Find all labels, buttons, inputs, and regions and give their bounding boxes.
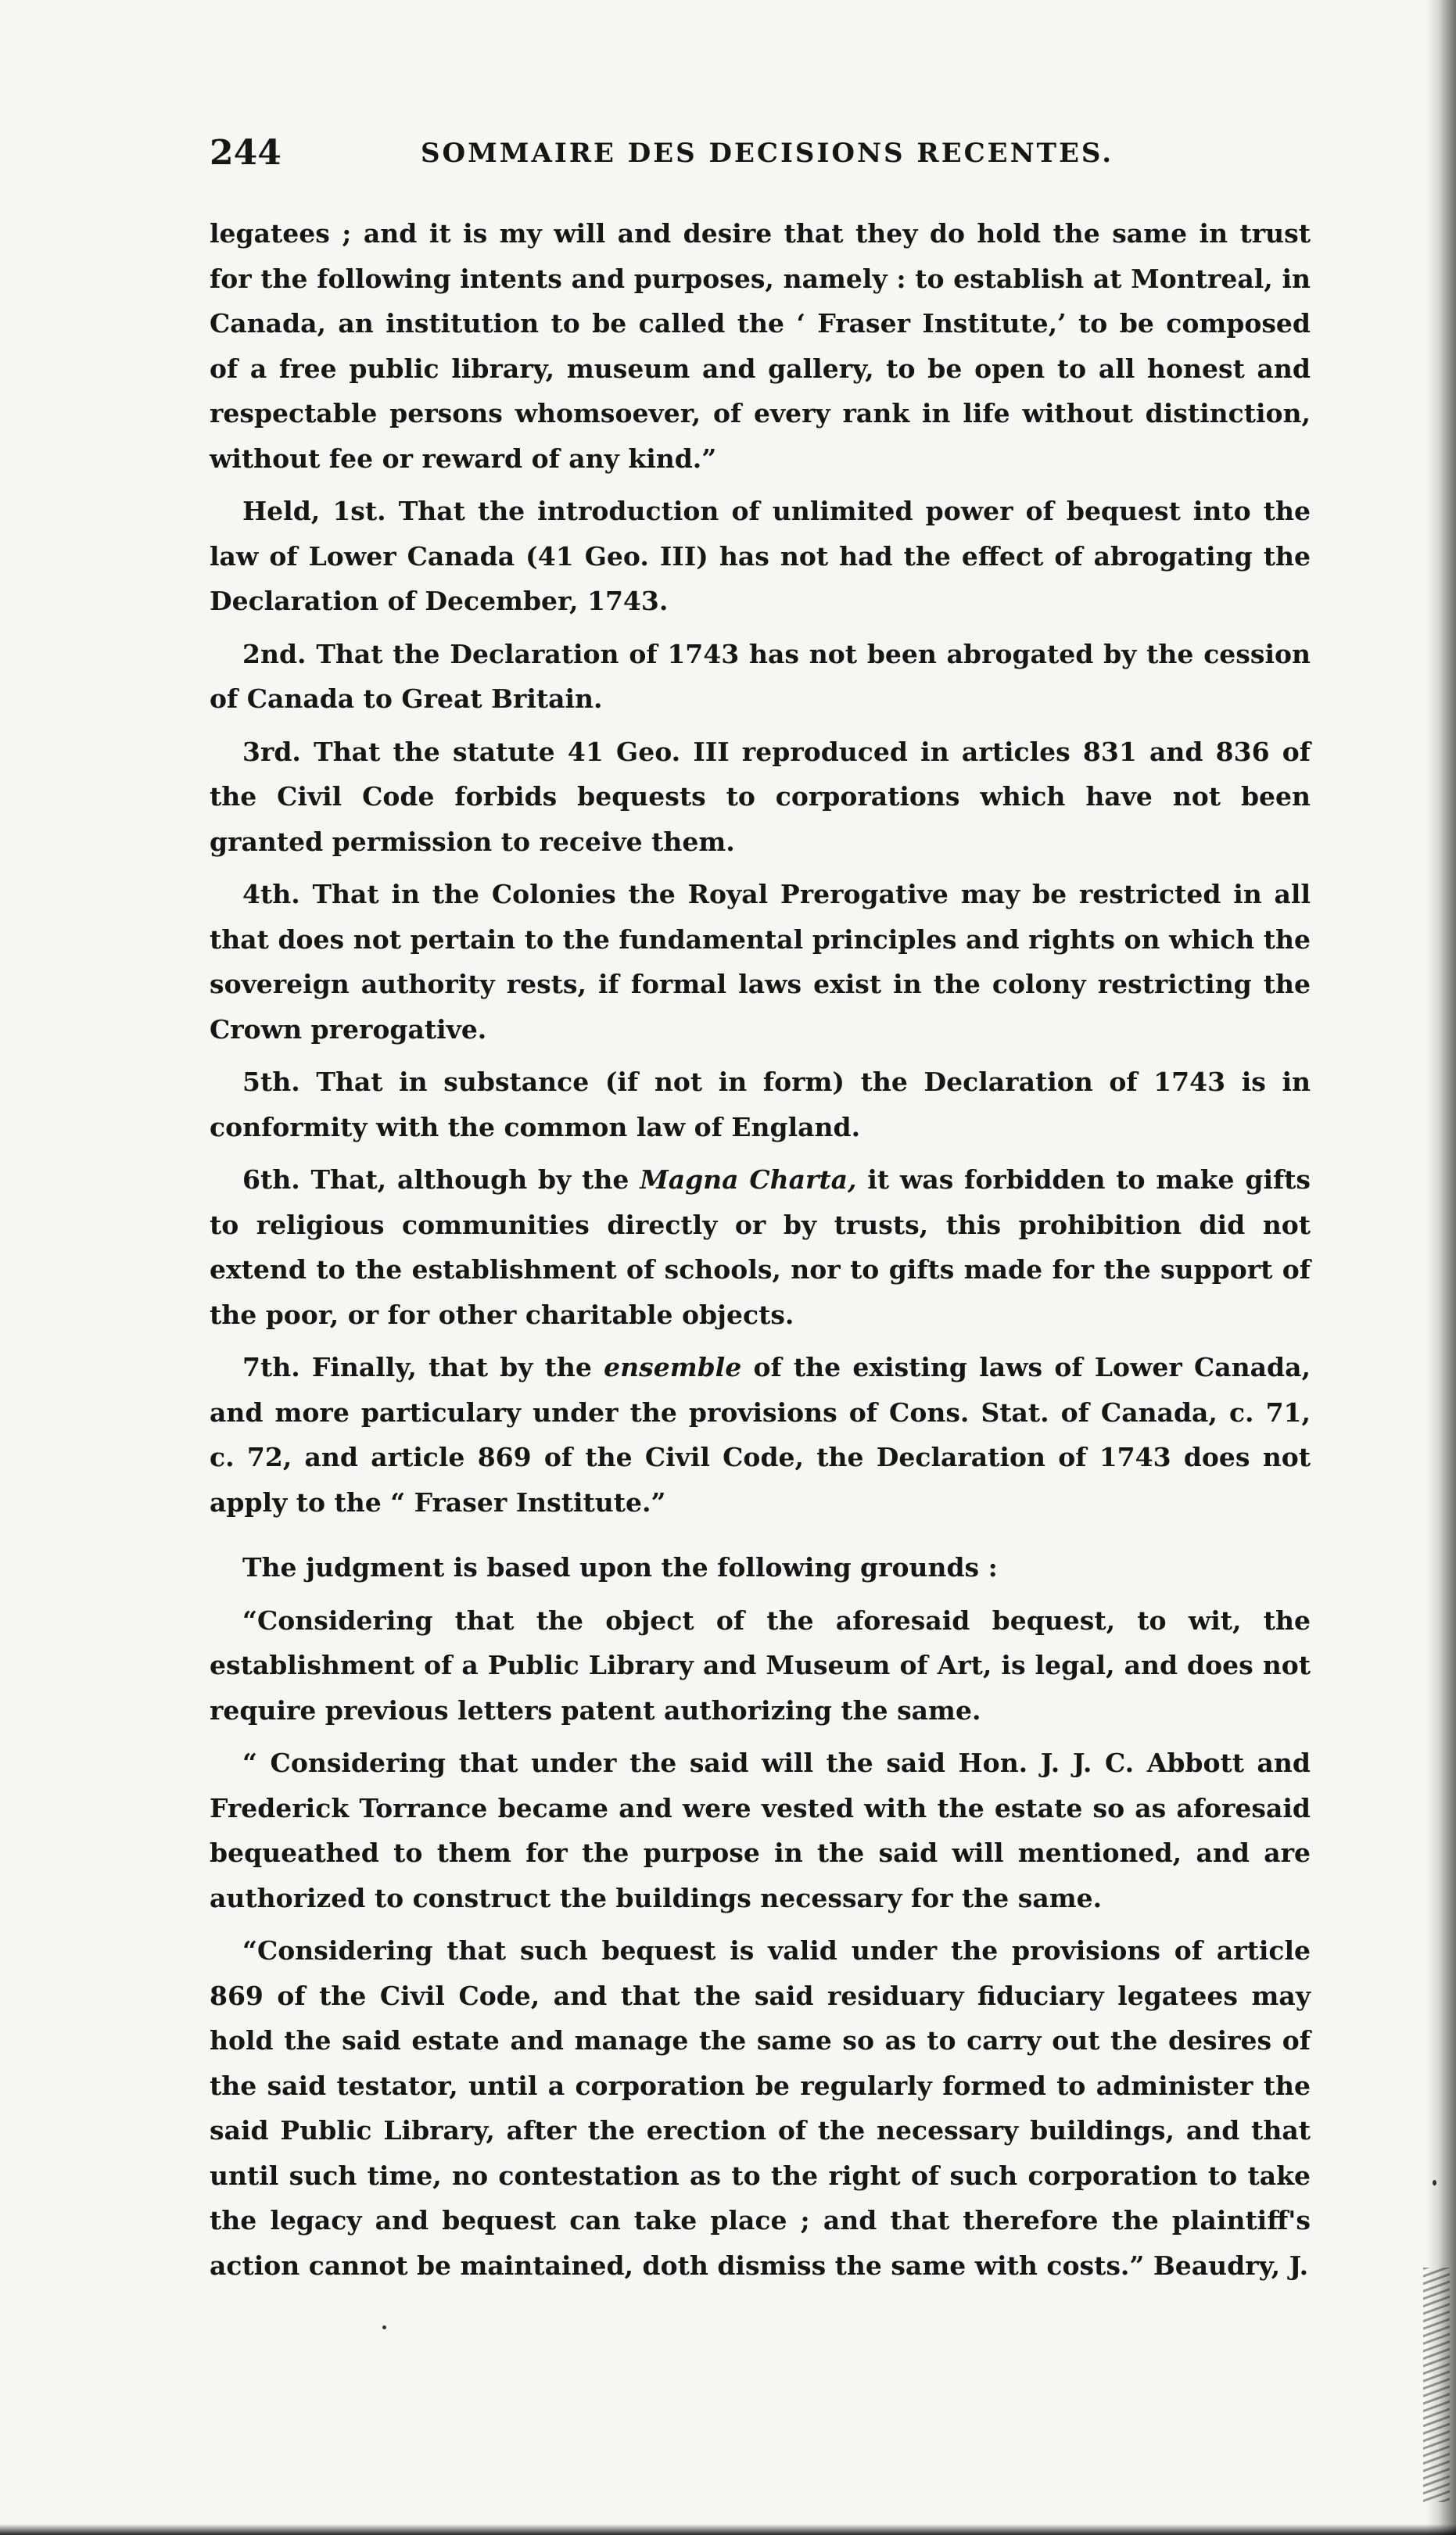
page-edge-shadow (1426, 0, 1456, 2535)
paragraph-held-fifth: 5th. That in substance (if not in form) the Declaration of 1743 is in conformity with the common law of England. (210, 1067, 1311, 1142)
paragraph-held-second: 2nd. That the Declaration of 1743 has not been abrogated by the cession of Canada to Great Britain. (210, 638, 1311, 714)
paragraph-considering-third: “Considering that such bequest is valid under the provisions of article 869 of the Civil Code, and that the said residuary fiduciary legatees may hold the said estate and manage the same so as to carry out the desires of the said testator, until a corporation be regularly formed to administer the said Public Library, after the erection of the necessary buildings, and that until such time, no contestation as to the right of such corporation to take the legacy and bequest can take place ; and that therefore the plaintiff's action cannot be maintained, doth dismiss the same with costs.” Beaudry, J. (210, 1935, 1311, 2281)
paragraph-held-seventh-rest: of the existing laws of Lower Canada, and more particulary under the provisions of Cons. Stat. of Canada, c. 71, c. 72, and article 869 of the Civil Code, the Declaration of 1743 does not apply to the “ Fraser Institute.” (210, 1352, 1311, 1518)
running-head: SOMMAIRE DES DECISIONS RECENTES. (421, 138, 1114, 169)
paragraph-held-first: Held, 1st. That the introduction of unlimited power of bequest into the law of Lower Canada (41 Geo. III) has not had the effect of abrogating the Declaration of December, 1743. (210, 496, 1311, 616)
paragraph-held-sixth-start: 6th. That, although by the (242, 1164, 640, 1195)
page-bottom-edge (0, 2524, 1456, 2535)
magna-charta-italic: Magna Charta, (640, 1164, 857, 1195)
paragraph-held-seventh (210, 1345, 1311, 1525)
paragraph-bequest-quote: legatees ; and it is my will and desire that they do hold the same in trust for the following intents and purposes, namely : to establish at Montreal, in Canada, an institution to be called the ‘ Fraser Institute,’ to be composed of a free public library, museum and gallery, to be open to all honest and respectable persons whomsoever, of every rank in life without distinction, without fee or reward of any kind.” (210, 218, 1311, 474)
paragraph-considering-first: “Considering that the object of the aforesaid bequest, to wit, the establishment of a Public Library and Museum of Art, is legal, and does not require previous letters patent authorizing the same. (210, 1605, 1311, 1726)
page-header (210, 133, 1312, 180)
paragraph-held-third: 3rd. That the statute 41 Geo. III reproduced in articles 831 and 836 of the Civil Code forbids bequests to corporations which have not been granted permission to receive them. (210, 736, 1311, 857)
paragraph-judgment-intro: The judgment is based upon the following grounds : (242, 1552, 998, 1583)
paragraph-held-fourth: 4th. That in the Colonies the Royal Prerogative may be restricted in all that does not pertain to the fundamental principles and rights on which the sovereign authority rests, if formal laws exist in the colony restricting the Crown prerogative. (210, 879, 1311, 1045)
paragraph-held-sixth-rest: it was forbidden to make gifts to religious communities directly or by trusts, this prohibition did not extend to the establishment of schools, nor to gifts made for the support of the poor, or for other charitable objects. (210, 1164, 1311, 1330)
paragraph-considering-second: “ Considering that under the said will the said Hon. J. J. C. Abbott and Frederick Torrance became and were vested with the estate so as aforesaid bequeathed to them for the purpose in the said will mentioned, and are authorized to construct the buildings necessary for the same. (210, 1748, 1311, 1913)
ensemble-italic: ensemble (604, 1352, 742, 1382)
page-edge-texture (1423, 2268, 1450, 2502)
ink-speck (382, 2325, 386, 2329)
paragraph-held-sixth (210, 1157, 1311, 1337)
page-number: 244 (210, 133, 282, 173)
body-text (210, 211, 1311, 2288)
paragraph-held-seventh-start: 7th. Finally, that by the (242, 1352, 604, 1382)
